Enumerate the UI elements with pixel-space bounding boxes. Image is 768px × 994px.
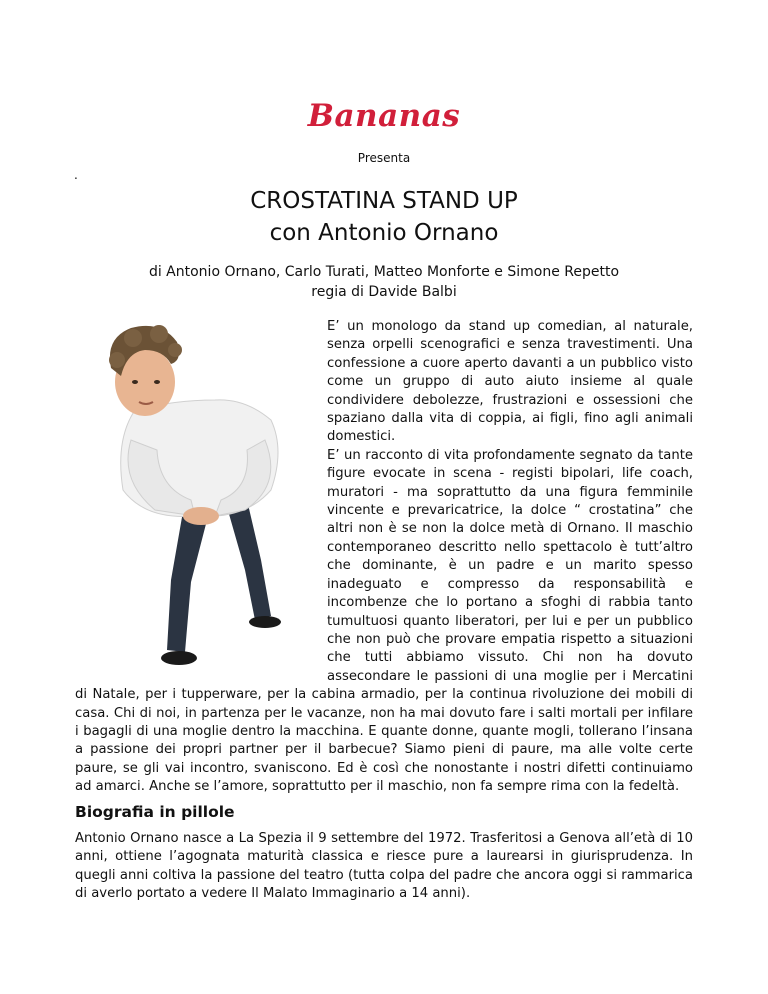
bio-text: Antonio Ornano nasce a La Spezia il 9 settembre del 1972. Trasferitosi a Genova all’età di 10 anni, ottiene l’agognata maturità classica e riesce pure a laurearsi in giurisprudenza. In quegli anni coltiva la passione del teatro (tutta colpa del padre che ancora oggi si rammarica di averlo portato a vedere Il Malato Immaginario a 14 anni). [75,831,693,902]
presenta-label: Presenta [357,151,411,165]
show-title [0,185,768,249]
authors-line: di Antonio Ornano, Carlo Turati, Matteo Monforte e Simone Repetto [148,264,620,280]
portrait-photo [75,320,325,672]
bananas-logo: Bananas [307,98,461,134]
title-line-2: con Antonio Ornano [269,220,499,246]
margin-marker: . [74,168,78,182]
director-line: regia di Davide Balbi [311,284,457,300]
title-line-1: CROSTATINA STAND UP [250,188,518,214]
description-paragraph-2: E’ un racconto di vita profondamente segnato da tante figure evocate in scena - registi bipolari, life coach, muratori - ma soprattutto da una figura femminile vincente e prevaricatrice, la dolce “ crostatina” che altri non è se non la dolce metà di Ornano. Il maschio contemporaneo descritto nello spettacolo è tutt’altro che dominante, è un padre e un marito spesso inadeguato e compresso da responsabilità e incombenze che lo portano a sfoghi di rabbia tanto tumultuosi quanto liberatori, per lui e per un pubblico che non può che provare empatia rispetto a situazioni che tutti abbiamo vissuto. Chi non ha dovuto assecondare le passioni di una moglie per i Mercatini di Natale, per i tupperware, per la cabina armadio, per la continua rivoluzione dei mobili di casa. Chi di noi, in partenza per le vacanze, non ha mai dovuto fare i salti mortali per infilare i bagagli di una moglie dentro la macchina. E quante donne, quante mogli, tollerano l’insana a passione dei propri partner per il barbecue? Siamo pieni di paure, ma alle volte certe paure, se gli vai incontro, svaniscono. Ed è così che nonostante i nostri difetti continuiamo ad amarci. Anche se l’amore, soprattutto per il maschio, non fa sempre rima con la fedeltà. [75,447,693,795]
description-paragraph-1: E’ un monologo da stand up comedian, al naturale, senza orpelli scenografici e senza travestimenti. Una confessione a cuore aperto davanti a un pubblico visto come un gruppo di auto aiuto insieme al quale condividere debolezze, frustrazioni e ossessioni che spaziano dalla vita di coppia, ai figli, fino agli animali domestici. [327,319,693,445]
bio-heading: Biografia in pillole [75,803,235,821]
description [75,318,693,797]
credits [0,262,768,302]
